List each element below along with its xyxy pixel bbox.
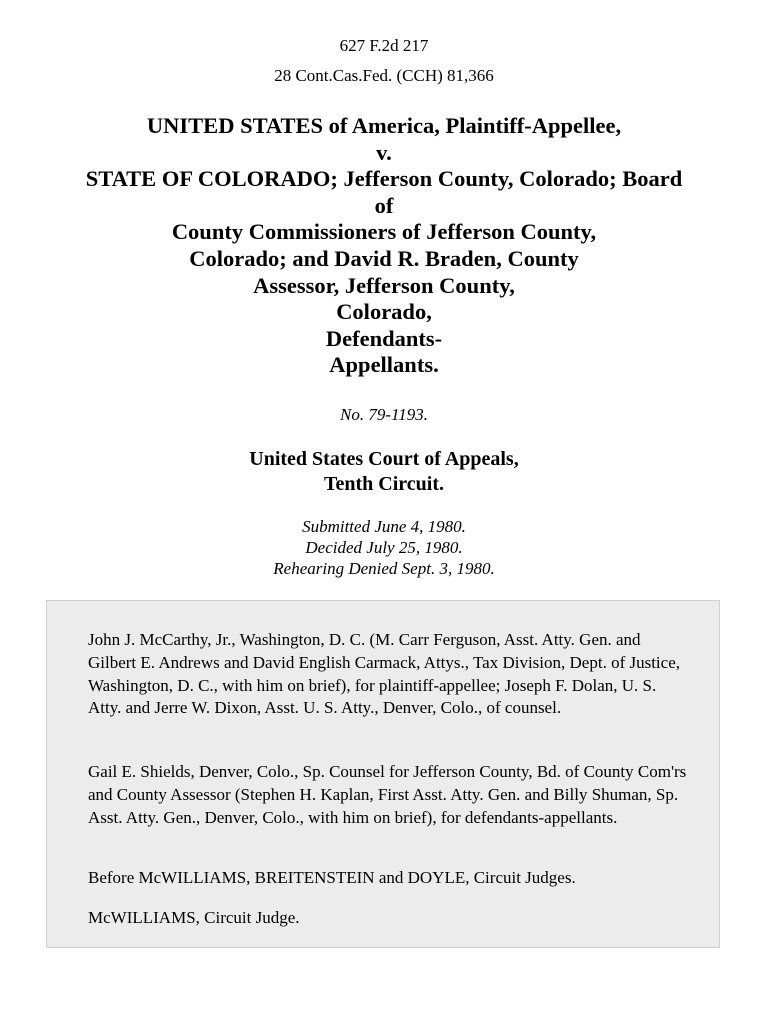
caption-line: of — [374, 192, 394, 218]
opinion-author: McWILLIAMS, Circuit Judge. — [88, 908, 300, 927]
caption-line: Appellants. — [329, 352, 439, 378]
decided-date: Decided July 25, 1980. — [305, 538, 463, 557]
docket-number: No. 79-1193. — [340, 405, 428, 424]
rehearing-date: Rehearing Denied Sept. 3, 1980. — [273, 559, 495, 578]
caption-line: Colorado; and David R. Braden, County — [189, 245, 579, 271]
appellee-counsel: John J. McCarthy, Jr., Washington, D. C. (M. Carr Ferguson, Asst. Atty. Gen. and Gilbert E. Andrews and David English Carmack, Attys., Tax Division, Dept. of Justice, Washington, D. C., with him on brief), for plaintiff-appellee; Joseph F. Dolan, U. S. Atty. and Jerre W. Dixon, Asst. U. S. Atty., Denver, Colo., of counsel. — [88, 630, 680, 718]
court-name — [0, 447, 768, 497]
decision-dates — [0, 516, 768, 579]
caption-line: Defendants- — [325, 325, 443, 351]
caption-line: Assessor, Jefferson County, — [253, 272, 515, 298]
caption-line: County Commissioners of Jefferson County, — [171, 219, 597, 245]
appellants-counsel: Gail E. Shields, Denver, Colo., Sp. Counsel for Jefferson County, Bd. of County Com'rs and County Assessor (Stephen H. Kaplan, First Asst. Atty. Gen. and Billy Shuman, Sp. Asst. Atty. Gen., Denver, Colo., with him on brief), for defendants-appellants. — [88, 762, 687, 827]
caption-line: UNITED STATES of America, Plaintiff-Appellee, — [146, 113, 622, 138]
case-caption — [0, 113, 768, 379]
court-line: Tenth Circuit. — [323, 473, 445, 495]
reporter-citation: 627 F.2d 217 — [339, 36, 429, 55]
caption-line: v. — [376, 139, 392, 165]
court-line: United States Court of Appeals, — [249, 448, 519, 470]
caption-line: STATE OF COLORADO; Jefferson County, Colorado; Board — [85, 166, 683, 192]
judge-panel: Before McWILLIAMS, BREITENSTEIN and DOYLE, Circuit Judges. — [88, 868, 576, 887]
parallel-citation: 28 Cont.Cas.Fed. (CCH) 81,366 — [274, 66, 494, 85]
submitted-date: Submitted June 4, 1980. — [302, 517, 466, 536]
caption-line: Colorado, — [336, 299, 432, 325]
counsel-section — [46, 600, 720, 948]
